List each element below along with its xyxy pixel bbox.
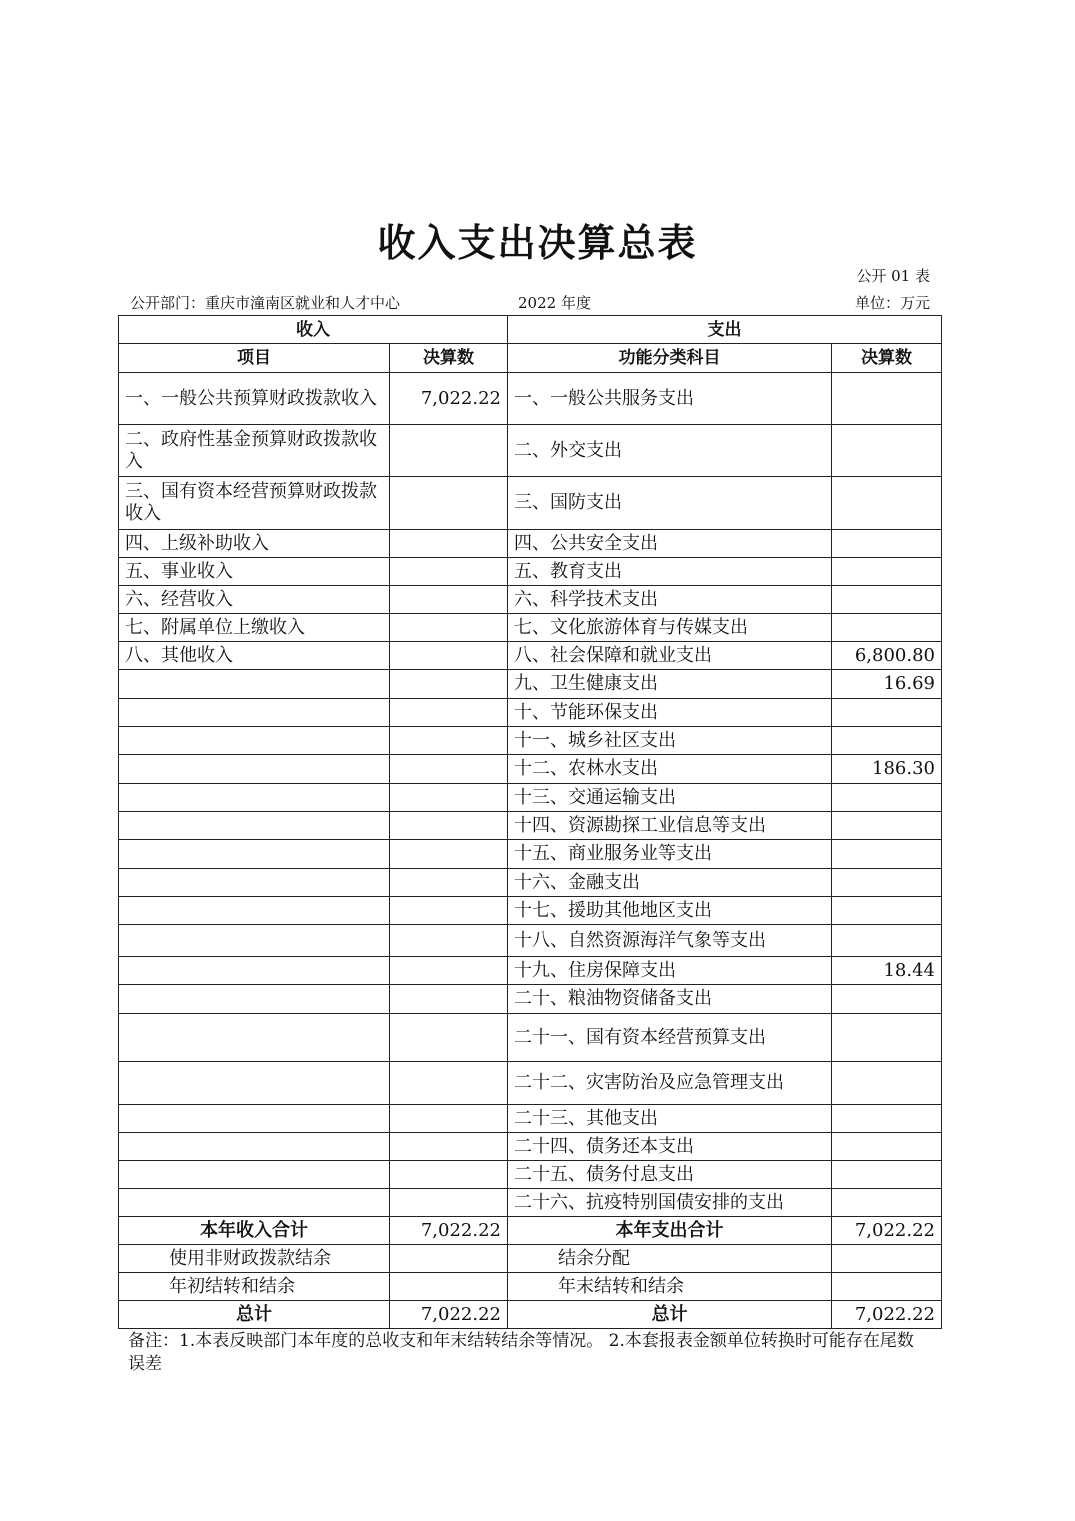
income-amount [390, 840, 508, 869]
income-item: 六、经营收入 [119, 586, 390, 614]
table-row [119, 670, 942, 699]
table-row [119, 1161, 942, 1189]
year-expense-amount: 7,022.22 [832, 1217, 942, 1245]
expense-item: 九、卫生健康支出 [508, 670, 832, 699]
expense-amount [832, 558, 942, 586]
table-row [119, 755, 942, 784]
expense-item: 二十五、债务付息支出 [508, 1161, 832, 1189]
table-row [119, 897, 942, 925]
income-item [119, 670, 390, 699]
expense-item: 七、文化旅游体育与传媒支出 [508, 614, 832, 642]
expense-amount [832, 530, 942, 558]
income-amount [390, 985, 508, 1014]
surplus-alloc-amount [832, 1245, 942, 1273]
income-amount [390, 699, 508, 727]
income-amount [390, 530, 508, 558]
budget-table [118, 315, 942, 1329]
income-item: 五、事业收入 [119, 558, 390, 586]
expense-item: 二十六、抗疫特别国债安排的支出 [508, 1189, 832, 1217]
income-item: 一、一般公共预算财政拨款收入 [119, 373, 390, 425]
expense-item: 十八、自然资源海洋气象等支出 [508, 925, 832, 957]
expense-amount: 186.30 [832, 755, 942, 784]
income-amount [390, 558, 508, 586]
income-amount: 7,022.22 [390, 373, 508, 425]
income-amount [390, 869, 508, 897]
year-total-row [119, 1217, 942, 1245]
table-row [119, 477, 942, 530]
expense-amount [832, 425, 942, 477]
col-item: 项目 [119, 344, 390, 373]
income-item [119, 925, 390, 957]
income-amount [390, 670, 508, 699]
income-amount [390, 642, 508, 670]
table-row [119, 699, 942, 727]
income-item [119, 727, 390, 755]
table-row [119, 1062, 942, 1105]
table-row [119, 1189, 942, 1217]
income-item [119, 699, 390, 727]
non-fiscal-amount [390, 1245, 508, 1273]
table-row [119, 642, 942, 670]
table-row [119, 1105, 942, 1133]
expense-item: 八、社会保障和就业支出 [508, 642, 832, 670]
expense-amount [832, 727, 942, 755]
income-item: 七、附属单位上缴收入 [119, 614, 390, 642]
expense-item: 十六、金融支出 [508, 869, 832, 897]
income-item [119, 869, 390, 897]
begin-carry-label: 年初结转和结余 [119, 1273, 390, 1301]
expense-item: 三、国防支出 [508, 477, 832, 530]
table-row [119, 957, 942, 985]
income-amount [390, 1062, 508, 1105]
expense-amount [832, 614, 942, 642]
table-row [119, 985, 942, 1014]
income-item [119, 840, 390, 869]
table-row [119, 840, 942, 869]
income-amount [390, 614, 508, 642]
non-fiscal-label: 使用非财政拨款结余 [119, 1245, 390, 1273]
income-amount [390, 586, 508, 614]
table-row [119, 373, 942, 425]
table-row [119, 812, 942, 840]
expense-amount [832, 1105, 942, 1133]
surplus-alloc-label: 结余分配 [508, 1245, 832, 1273]
income-item [119, 985, 390, 1014]
expense-amount [832, 1133, 942, 1161]
table-header-row [119, 316, 942, 344]
income-item: 八、其他收入 [119, 642, 390, 670]
column-header-row [119, 344, 942, 373]
income-amount [390, 477, 508, 530]
income-amount [390, 1189, 508, 1217]
unit-label: 单位：万元 [854, 294, 930, 312]
income-item [119, 1189, 390, 1217]
table-row [119, 425, 942, 477]
table-row [119, 1245, 942, 1273]
expense-item: 一、一般公共服务支出 [508, 373, 832, 425]
expense-item: 十三、交通运输支出 [508, 784, 832, 812]
expense-item: 二、外交支出 [508, 425, 832, 477]
income-amount [390, 897, 508, 925]
expense-amount [832, 812, 942, 840]
expense-item: 二十一、国有资本经营预算支出 [508, 1014, 832, 1062]
page-title: 收入支出决算总表 [377, 221, 698, 265]
expense-amount [832, 784, 942, 812]
expense-amount [832, 373, 942, 425]
table-row [119, 1014, 942, 1062]
end-carry-amount [832, 1273, 942, 1301]
income-amount [390, 784, 508, 812]
income-item: 二、政府性基金预算财政拨款收入 [119, 425, 390, 477]
expense-amount [832, 925, 942, 957]
expense-item: 五、教育支出 [508, 558, 832, 586]
expense-item: 二十四、债务还本支出 [508, 1133, 832, 1161]
income-item: 三、国有资本经营预算财政拨款收入 [119, 477, 390, 530]
table-row [119, 869, 942, 897]
expense-item: 十五、商业服务业等支出 [508, 840, 832, 869]
table-row [119, 530, 942, 558]
expense-item: 十一、城乡社区支出 [508, 727, 832, 755]
expense-item: 十九、住房保障支出 [508, 957, 832, 985]
income-item [119, 1014, 390, 1062]
grand-expense-amount: 7,022.22 [832, 1301, 942, 1329]
table-row [119, 925, 942, 957]
begin-carry-amount [390, 1273, 508, 1301]
expense-item: 十、节能环保支出 [508, 699, 832, 727]
department: 公开部门：重庆市潼南区就业和人才中心 [130, 294, 401, 312]
income-item [119, 812, 390, 840]
income-item [119, 1105, 390, 1133]
grand-expense-label: 总计 [508, 1301, 832, 1329]
expense-item: 二十三、其他支出 [508, 1105, 832, 1133]
grand-income-label: 总计 [119, 1301, 390, 1329]
expense-item: 六、科学技术支出 [508, 586, 832, 614]
table-row [119, 586, 942, 614]
year-income-label: 本年收入合计 [119, 1217, 390, 1245]
expense-item: 十七、援助其他地区支出 [508, 897, 832, 925]
income-amount [390, 727, 508, 755]
expense-item: 十二、农林水支出 [508, 755, 832, 784]
income-item [119, 1133, 390, 1161]
col-amount: 决算数 [390, 344, 508, 373]
expense-amount [832, 985, 942, 1014]
expense-amount [832, 586, 942, 614]
expense-amount [832, 869, 942, 897]
income-item [119, 755, 390, 784]
grand-total-row [119, 1301, 942, 1329]
year-income-amount: 7,022.22 [390, 1217, 508, 1245]
income-item [119, 957, 390, 985]
end-carry-label: 年末结转和结余 [508, 1273, 832, 1301]
expense-amount [832, 1062, 942, 1105]
table-row [119, 614, 942, 642]
table-row [119, 1133, 942, 1161]
col-amount2: 决算数 [832, 344, 942, 373]
expense-amount: 16.69 [832, 670, 942, 699]
income-amount [390, 1133, 508, 1161]
grand-income-amount: 7,022.22 [390, 1301, 508, 1329]
income-amount [390, 755, 508, 784]
income-amount [390, 1105, 508, 1133]
expense-header: 支出 [508, 316, 942, 344]
table-row [119, 558, 942, 586]
income-item [119, 897, 390, 925]
income-amount [390, 957, 508, 985]
col-func: 功能分类科目 [508, 344, 832, 373]
income-item [119, 1062, 390, 1105]
expense-amount [832, 1161, 942, 1189]
expense-amount [832, 840, 942, 869]
expense-item: 二十、粮油物资储备支出 [508, 985, 832, 1014]
expense-amount [832, 1189, 942, 1217]
report-year: 2022 年度 [518, 294, 591, 312]
expense-amount [832, 699, 942, 727]
expense-amount [832, 897, 942, 925]
table-row [119, 784, 942, 812]
expense-amount [832, 1014, 942, 1062]
expense-item: 四、公共安全支出 [508, 530, 832, 558]
footnote: 备注：1.本表反映部门本年度的总收支和年末结转结余等情况。 2.本套报表金额单位转换时可能存在尾数误差 [128, 1331, 914, 1374]
table-row [119, 1273, 942, 1301]
income-header: 收入 [119, 316, 508, 344]
expense-amount: 18.44 [832, 957, 942, 985]
expense-item: 十四、资源勘探工业信息等支出 [508, 812, 832, 840]
income-amount [390, 425, 508, 477]
income-amount [390, 925, 508, 957]
table-row [119, 727, 942, 755]
income-amount [390, 1161, 508, 1189]
income-item: 四、上级补助收入 [119, 530, 390, 558]
year-expense-label: 本年支出合计 [508, 1217, 832, 1245]
income-amount [390, 812, 508, 840]
expense-amount [832, 477, 942, 530]
form-tag: 公开 01 表 [856, 267, 930, 285]
income-item [119, 1161, 390, 1189]
expense-amount: 6,800.80 [832, 642, 942, 670]
expense-item: 二十二、灾害防治及应急管理支出 [508, 1062, 832, 1105]
income-item [119, 784, 390, 812]
income-amount [390, 1014, 508, 1062]
